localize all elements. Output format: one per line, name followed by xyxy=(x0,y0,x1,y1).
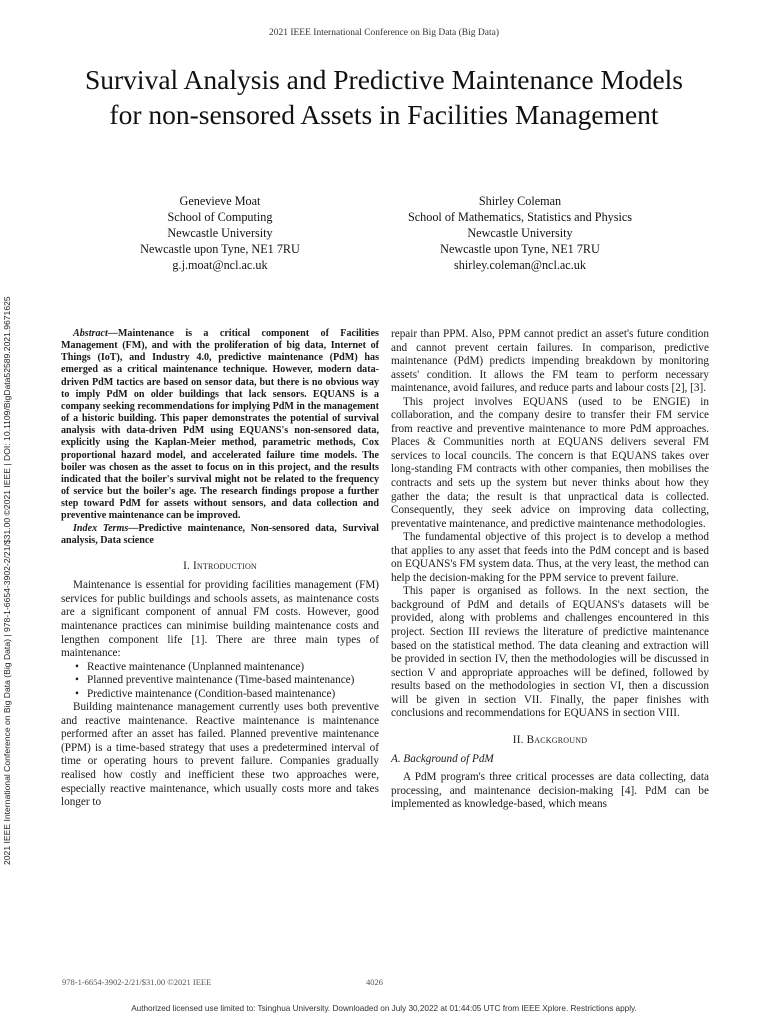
conference-header: 2021 IEEE International Conference on Big Data (Big Data) xyxy=(268,28,500,38)
author-address: Newcastle upon Tyne, NE1 7RU xyxy=(440,242,600,256)
author-name: Shirley Coleman xyxy=(478,194,562,208)
author-dept: School of Mathematics, Statistics and Physics xyxy=(407,210,633,224)
author-1 xyxy=(110,193,330,273)
doi-side-text: 2021 IEEE International Conference on Big Data (Big Data) | 978-1-6654-3902-2/21/$31.00 ©2021 IEEE | DOI: 10.1109/BigData52589.2021.9671625 xyxy=(2,296,12,865)
list-item: • Planned preventive maintenance (Time-based maintenance) xyxy=(75,674,379,688)
paragraph-project: This project involves EQUANS (used to be ENGIE) in collaboration, and the company desire to transfer their FM service from reactive and preventive maintenance to more PdM approaches. Places & Communities north at EQUANS delivers several FM services to local councils. The concern is that EQUANS takes over long-standing FM contracts with other companies, then mobilises the contracts and sets up the system but never thinks about how they gather the data; the result is that unpractical data is collected. Consequently, they seek advice on improving data collecting, preventative maintenance, and predictive maintenance methodologies. xyxy=(391,395,709,530)
author-address: Newcastle upon Tyne, NE1 7RU xyxy=(140,242,300,256)
paragraph-objective: The fundamental objective of this project is to develop a method that applies to any asset that feeds into the PdM concept and is based on EQUANS's FM system data. Thus, at the very least, the method can help the decision-making for the PPM service to prevent failure. xyxy=(391,531,709,584)
paragraph-pdm: A PdM program's three critical processes are data collecting, data processing, and maintenance decision-making [4]. PdM can be implemented as knowledge-based, which means xyxy=(391,770,709,811)
license-notice: Authorized licensed use limited to: Tsinghua University. Downloaded on July 30,2022 at 01:44:05 UTC from IEEE Xplore. Restrictions apply. xyxy=(131,1004,637,1013)
intro-paragraph-1: Maintenance is essential for providing facilities management (FM) services for public buildings and schools assets, as maintenance costs are a significant component of annual FM costs. However, good maintenance practices can minimise building maintenance costs and lengthen component life [1]. There are three main types of maintenance: xyxy=(61,579,379,660)
abstract-label: Abstract xyxy=(73,328,108,339)
abstract-text: —Maintenance is a critical component of Facilities Management (FM), and with the proliferation of big data, Internet of Things (IoT), and Industry 4.0, predictive maintenance (PdM) has emerged as a critical maintenance technique. However, modern data-driven PdM tactics are based on sensor data, but there is no obvious way to imply PdM on older buildings that lack sensors. EQUANS is a company seeking recommendations for implying PdM in the management of a historic building. This paper demonstrates the potential of survival analysis with data-driven PdM using EQUANS's non-sensored data, explicitly using the Kaplan-Meier method, parametric methods, Cox proportional hazard model, and accelerated failure time models. The boiler was chosen as the asset to focus on in this project, and the results indicated that the boiler's survival might not be related to the frequency of service but the boiler's age. The research findings propose a further step toward PdM for assets without sensors, and data collection and preventive maintenance can be improved. xyxy=(61,328,379,522)
right-column xyxy=(391,328,709,812)
paper-title: Survival Analysis and Predictive Maintenance Models for non-sensored Assets in Facilities Management xyxy=(84,64,683,130)
page-number: 4026 xyxy=(366,977,383,987)
section-heading-introduction: I. Introduction xyxy=(183,559,257,572)
author-university: Newcastle University xyxy=(167,226,273,240)
footer-isbn: 978-1-6654-3902-2/21/$31.00 ©2021 IEEE xyxy=(62,977,212,987)
index-terms xyxy=(61,523,379,547)
abstract xyxy=(61,328,379,523)
intro-paragraph-2: Building maintenance management currently uses both preventive and reactive maintenance. Reactive maintenance is maintenance performed after an asset has failed. Planned preventive maintenance (PPM) is a time-based strategy that uses a predetermined interval of time or operating hours to prevent failure. Companies gradually realised how costly and inefficient these two approaches were, especially reactive maintenance, which usually costs more and takes longer to xyxy=(61,701,379,809)
author-dept: School of Computing xyxy=(167,210,273,224)
list-item: • Reactive maintenance (Unplanned maintenance) xyxy=(75,661,379,675)
author-2 xyxy=(370,193,670,273)
subsection-heading-pdm: A. Background of PdM xyxy=(391,753,494,766)
index-terms-text: —Predictive maintenance, Non-sensored data, Survival analysis, Data science xyxy=(61,522,379,546)
author-email: g.j.moat@ncl.ac.uk xyxy=(172,258,268,272)
author-name: Genevieve Moat xyxy=(179,194,261,208)
maintenance-types-list xyxy=(61,661,379,702)
left-column xyxy=(61,328,379,810)
section-heading-background: II. Background xyxy=(512,733,588,746)
author-email: shirley.coleman@ncl.ac.uk xyxy=(454,258,586,272)
index-terms-label: Index Terms xyxy=(73,522,129,534)
author-university: Newcastle University xyxy=(467,226,573,240)
paragraph-organisation: This paper is organised as follows. In the next section, the background of PdM and details of EQUANS's datasets will be provided, along with problems and challenges encountered in this project. Section III reviews the literature of predictive maintenance based on the statistical method. The data cleaning and extraction will be provided in section IV, then the methodologies will be discussed in section V and appropriate approaches will be defined, followed by results based on the methodologies in section VI, then a discussion will be given in section VII. Finally, the paper finishes with conclusions and recommendations for EQUANS in section VIII. xyxy=(391,585,709,720)
list-item: • Predictive maintenance (Condition-based maintenance) xyxy=(75,688,379,702)
paragraph-continued: repair than PPM. Also, PPM cannot predict an asset's future condition and cannot prevent certain failures. In comparison, predictive maintenance (PdM) predicts impending breakdown by monitoring assets' condition. It allows the FM team to perform necessary maintenance, avoid failures, and reduce parts and labour costs [2], [3]. xyxy=(391,328,709,395)
